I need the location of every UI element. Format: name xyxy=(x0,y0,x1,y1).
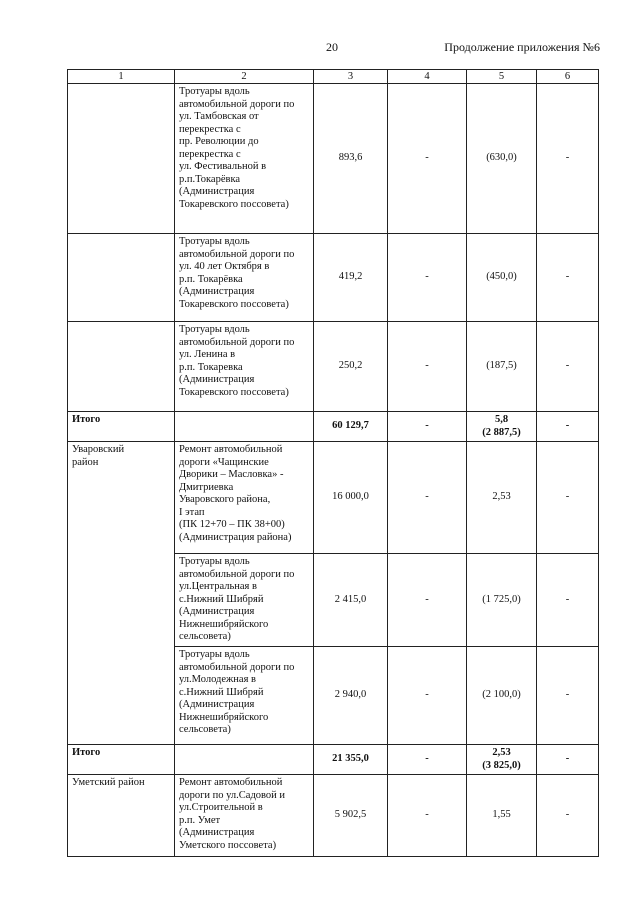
value-cell: - xyxy=(537,775,599,857)
total-value: - xyxy=(537,412,599,442)
column-number: 5 xyxy=(467,70,537,84)
total-value: 2,53 (3 825,0) xyxy=(467,745,537,775)
value-cell: 16 000,0 xyxy=(314,442,388,554)
total-value: - xyxy=(537,745,599,775)
value-cell: (450,0) xyxy=(467,234,537,322)
value-cell: 2 415,0 xyxy=(314,554,388,647)
column-number-row xyxy=(68,70,599,84)
page-number: 20 xyxy=(326,40,338,54)
value-cell: - xyxy=(388,234,467,322)
column-number: 3 xyxy=(314,70,388,84)
value-cell: (2 100,0) xyxy=(467,647,537,745)
appendix-continuation-note: Продолжение приложения №6 xyxy=(444,40,600,54)
value-cell: - xyxy=(388,775,467,857)
value-cell: - xyxy=(388,442,467,554)
region-cell xyxy=(68,234,175,322)
value-cell: - xyxy=(388,647,467,745)
value-cell: (630,0) xyxy=(467,84,537,234)
region-cell xyxy=(68,84,175,234)
value-cell: - xyxy=(388,84,467,234)
total-label: Итого xyxy=(68,745,175,775)
total-value: - xyxy=(388,412,467,442)
table-row xyxy=(68,234,599,322)
column-number: 4 xyxy=(388,70,467,84)
value-cell: - xyxy=(537,554,599,647)
region-cell: Уметский район xyxy=(68,775,175,857)
column-number: 1 xyxy=(68,70,175,84)
region-cell: Уваровский район xyxy=(68,442,175,745)
value-cell: 2 940,0 xyxy=(314,647,388,745)
total-value: 21 355,0 xyxy=(314,745,388,775)
table-row xyxy=(68,442,599,554)
value-cell: - xyxy=(537,234,599,322)
value-cell: 5 902,5 xyxy=(314,775,388,857)
table-row xyxy=(68,322,599,412)
table-row xyxy=(68,84,599,234)
total-row xyxy=(68,412,599,442)
value-cell: - xyxy=(537,84,599,234)
object-description: Ремонт автомобильной дороги по ул.Садовой и ул.Строительной в р.п. Умет (Администрация Уметского поссовета) xyxy=(175,775,314,857)
object-description: Тротуары вдоль автомобильной дороги по ул.Молодежная в с.Нижний Шибряй (Администрация Нижнешибряйского сельсовета) xyxy=(175,647,314,745)
object-description: Тротуары вдоль автомобильной дороги по ул.Центральная в с.Нижний Шибряй (Администрация Нижнешибряйского сельсовета) xyxy=(175,554,314,647)
column-number: 2 xyxy=(175,70,314,84)
funding-table xyxy=(67,69,599,857)
value-cell: - xyxy=(388,322,467,412)
table-row xyxy=(68,775,599,857)
value-cell: 250,2 xyxy=(314,322,388,412)
total-row xyxy=(68,745,599,775)
total-value: 60 129,7 xyxy=(314,412,388,442)
region-cell xyxy=(68,322,175,412)
object-description: Тротуары вдоль автомобильной дороги по ул. Ленина в р.п. Токаревка (Администрация Токаревского поссовета) xyxy=(175,322,314,412)
value-cell: 419,2 xyxy=(314,234,388,322)
object-description: Тротуары вдоль автомобильной дороги по ул. Тамбовская от перекрестка с пр. Революции до перекрестка с ул. Фестивальной в р.п.Токарёвка (Администрация Токаревского поссовета) xyxy=(175,84,314,234)
value-cell: - xyxy=(537,647,599,745)
total-label: Итого xyxy=(68,412,175,442)
total-value: 5,8 (2 887,5) xyxy=(467,412,537,442)
column-number: 6 xyxy=(537,70,599,84)
empty-cell xyxy=(175,745,314,775)
value-cell: 2,53 xyxy=(467,442,537,554)
value-cell: (1 725,0) xyxy=(467,554,537,647)
total-value: - xyxy=(388,745,467,775)
value-cell: - xyxy=(388,554,467,647)
object-description: Ремонт автомобильной дороги «Чащинские Дворики – Масловка» - Дмитриевка Уваровского района, I этап (ПК 12+70 – ПК 38+00) (Администрация района) xyxy=(175,442,314,554)
value-cell: - xyxy=(537,322,599,412)
object-description: Тротуары вдоль автомобильной дороги по ул. 40 лет Октября в р.п. Токарёвка (Администрация Токаревского поссовета) xyxy=(175,234,314,322)
empty-cell xyxy=(175,412,314,442)
value-cell: 1,55 xyxy=(467,775,537,857)
value-cell: 893,6 xyxy=(314,84,388,234)
value-cell: (187,5) xyxy=(467,322,537,412)
value-cell: - xyxy=(537,442,599,554)
